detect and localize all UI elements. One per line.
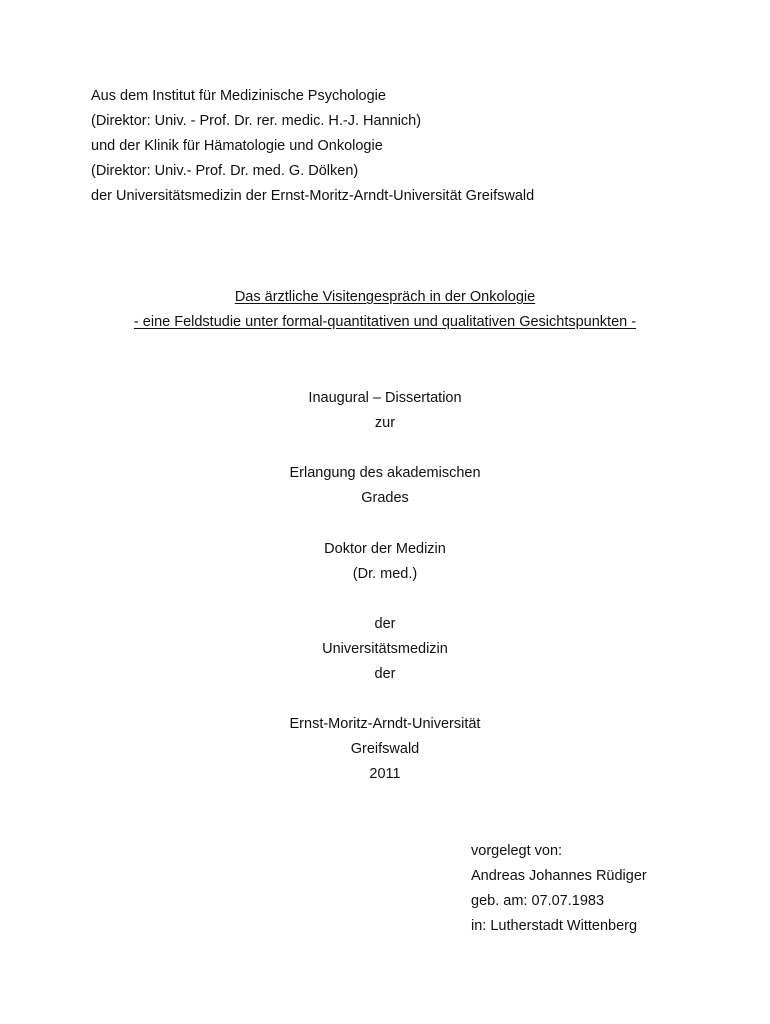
degree-line-2: zur — [374, 415, 396, 431]
degree-line-6: (Dr. med.) — [352, 566, 418, 582]
institute-line-5: der Universitätsmedizin der Ernst-Moritz-Arndt-Universität Greifswald — [91, 188, 535, 204]
institute-line-2: (Direktor: Univ. - Prof. Dr. rer. medic. H.-J. Hannich) — [91, 113, 422, 129]
author-birthplace: in: Lutherstadt Wittenberg — [471, 918, 638, 934]
degree-line-3: Erlangung des akademischen — [289, 465, 481, 481]
institute-line-3: und der Klinik für Hämatologie und Onkologie — [91, 138, 383, 154]
degree-line-9: der — [374, 666, 396, 682]
degree-line-5: Doktor der Medizin — [324, 541, 446, 557]
author-name: Andreas Johannes Rüdiger — [471, 868, 647, 884]
university-name: Ernst-Moritz-Arndt-Universität — [289, 716, 481, 732]
submission-year: 2011 — [369, 766, 401, 782]
degree-line-8: Universitätsmedizin — [322, 641, 448, 657]
institute-line-1: Aus dem Institut für Medizinische Psychologie — [91, 88, 386, 104]
institute-line-4: (Direktor: Univ.- Prof. Dr. med. G. Dölken) — [91, 163, 359, 179]
thesis-subtitle: - eine Feldstudie unter formal-quantitativen und qualitativen Gesichtspunkten - — [133, 314, 637, 330]
degree-line-4: Grades — [361, 490, 409, 506]
thesis-title: Das ärztliche Visitengespräch in der Onkologie — [234, 289, 536, 305]
degree-line-7: der — [374, 616, 396, 632]
university-city: Greifswald — [350, 741, 420, 757]
degree-line-1: Inaugural – Dissertation — [308, 390, 462, 406]
author-birthdate: geb. am: 07.07.1983 — [471, 893, 605, 909]
author-line-1: vorgelegt von: — [471, 843, 563, 859]
